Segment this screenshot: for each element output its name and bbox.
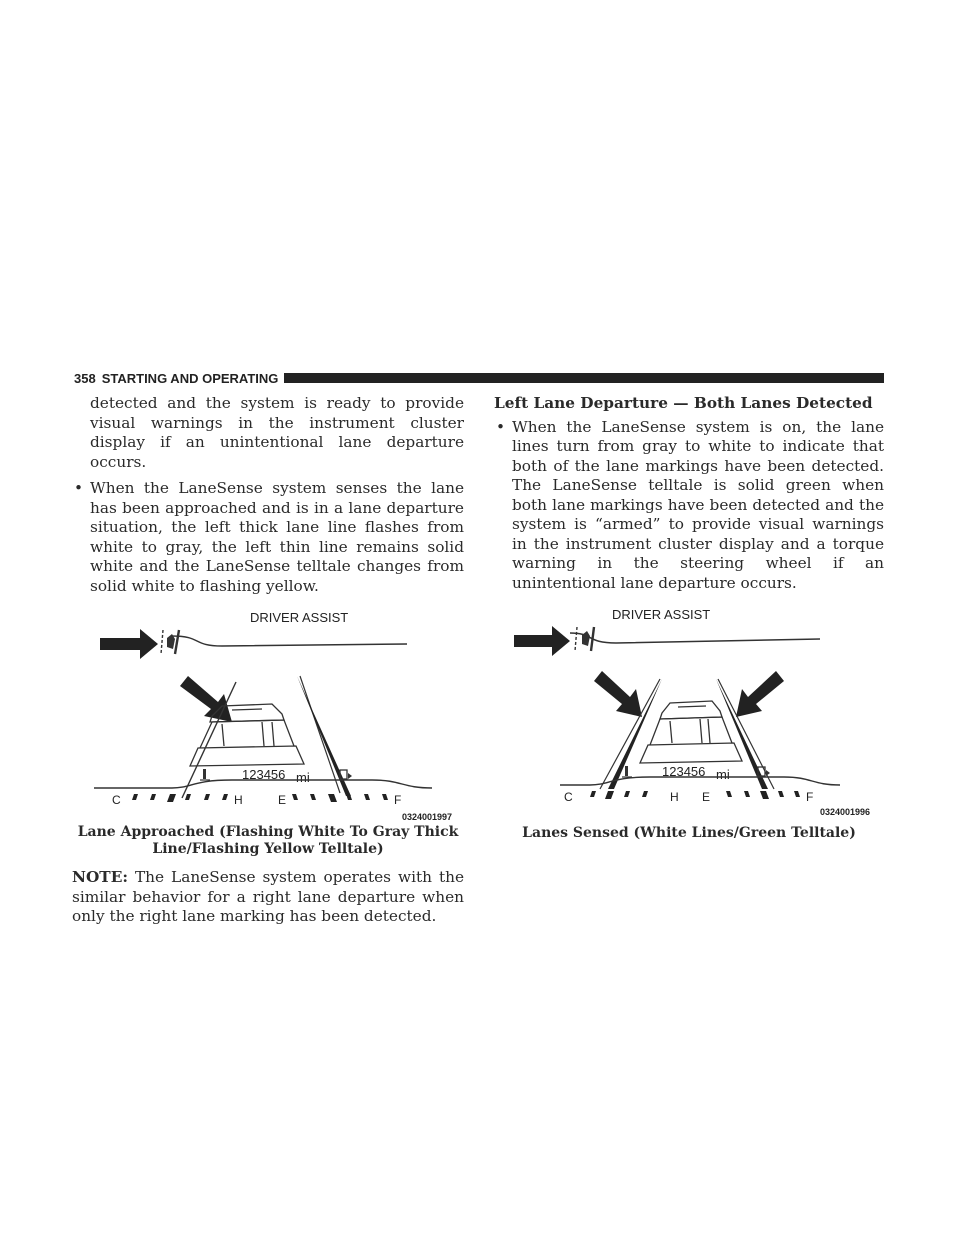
caption-line-1: Lane Approached (Flashing White To Gray Thick xyxy=(77,824,459,840)
note-paragraph xyxy=(72,868,464,927)
left-column xyxy=(72,394,464,927)
header-rule xyxy=(284,373,884,383)
bullet-text: When the LaneSense system is on, the lane lines turn from gray to white to indicate that both of the lane markings have been detected. The LaneSense telltale is solid green when both lane markings have been detected and the system is “armed” to provide visual warnings in the instrument cluster display and a torque warning in the steering wheel if an unintentional lane departure occurs. xyxy=(512,417,884,592)
gauge-ticks xyxy=(590,791,800,799)
gauge-label-h: H xyxy=(234,793,243,807)
odometer-value: 123456 xyxy=(662,764,706,779)
arrow-to-telltale-icon xyxy=(100,629,158,659)
section-title: STARTING AND OPERATING xyxy=(101,370,279,386)
odometer-unit: mi xyxy=(296,770,310,785)
bullet-text: When the LaneSense system senses the lane has been approached and is in a lane departure situation, the left thick lane line flashes from white to gray, the left thin line remains solid white and the LaneSense telltale changes from solid white to flashing yellow. xyxy=(90,479,464,595)
note-label: NOTE: xyxy=(72,868,128,886)
arrow-to-telltale-icon xyxy=(514,626,570,656)
arrow-to-lane-line-icon xyxy=(180,676,232,722)
figure-lane-approached xyxy=(72,608,464,826)
gauge-label-h: H xyxy=(670,790,679,804)
bullet-lane-approached xyxy=(72,479,464,596)
figure-caption: Lanes Sensed (White Lines/Green Telltale) xyxy=(522,825,856,841)
paragraph-continuation: detected and the system is ready to provide visual warnings in the instrument cluster display if an unintentional lane departure occurs. xyxy=(90,394,464,471)
cluster-illustration xyxy=(72,608,464,826)
cluster-illustration xyxy=(494,605,884,823)
vehicle-graphic xyxy=(640,701,742,763)
coolant-temp-icon xyxy=(200,769,210,780)
gauge-label-c: C xyxy=(564,790,573,804)
arrow-to-right-lane-icon xyxy=(736,671,784,717)
gauge-label-c: C xyxy=(112,793,121,807)
page-header xyxy=(74,370,884,386)
section-heading: Left Lane Departure — Both Lanes Detected xyxy=(494,394,873,412)
note-text: The LaneSense system operates with the similar behavior for a right lane departure when only the right lane marking has been detected. xyxy=(72,868,464,925)
figure-title: DRIVER ASSIST xyxy=(250,610,349,625)
figure-code: 0324001996 xyxy=(820,807,871,817)
bullet-dot: • xyxy=(74,479,84,497)
caption-line-2: Line/Flashing Yellow Telltale) xyxy=(152,841,384,857)
left-thin-lane-line xyxy=(600,679,660,789)
odometer-value: 123456 xyxy=(242,767,286,782)
figure-caption xyxy=(72,824,464,858)
display-border-line xyxy=(172,636,407,646)
arrow-to-left-lane-icon xyxy=(594,671,642,717)
page-number: 358 xyxy=(74,370,96,386)
coolant-temp-icon xyxy=(622,766,632,777)
bullet-dot: • xyxy=(496,417,506,436)
display-border-line xyxy=(570,633,820,643)
odometer-unit: mi xyxy=(716,767,730,782)
lanesense-telltale-icon xyxy=(161,630,179,654)
right-column xyxy=(494,394,884,842)
figure-lanes-sensed xyxy=(494,605,884,823)
bullet-both-lanes xyxy=(494,418,884,594)
figure-code: 0324001997 xyxy=(402,812,453,822)
gauge-label-e: E xyxy=(702,790,711,804)
gauge-label-e: E xyxy=(278,793,287,807)
gauge-label-f: F xyxy=(394,793,402,807)
gauge-ticks xyxy=(132,794,388,802)
figure-title: DRIVER ASSIST xyxy=(612,607,711,622)
gauge-label-f: F xyxy=(806,790,814,804)
